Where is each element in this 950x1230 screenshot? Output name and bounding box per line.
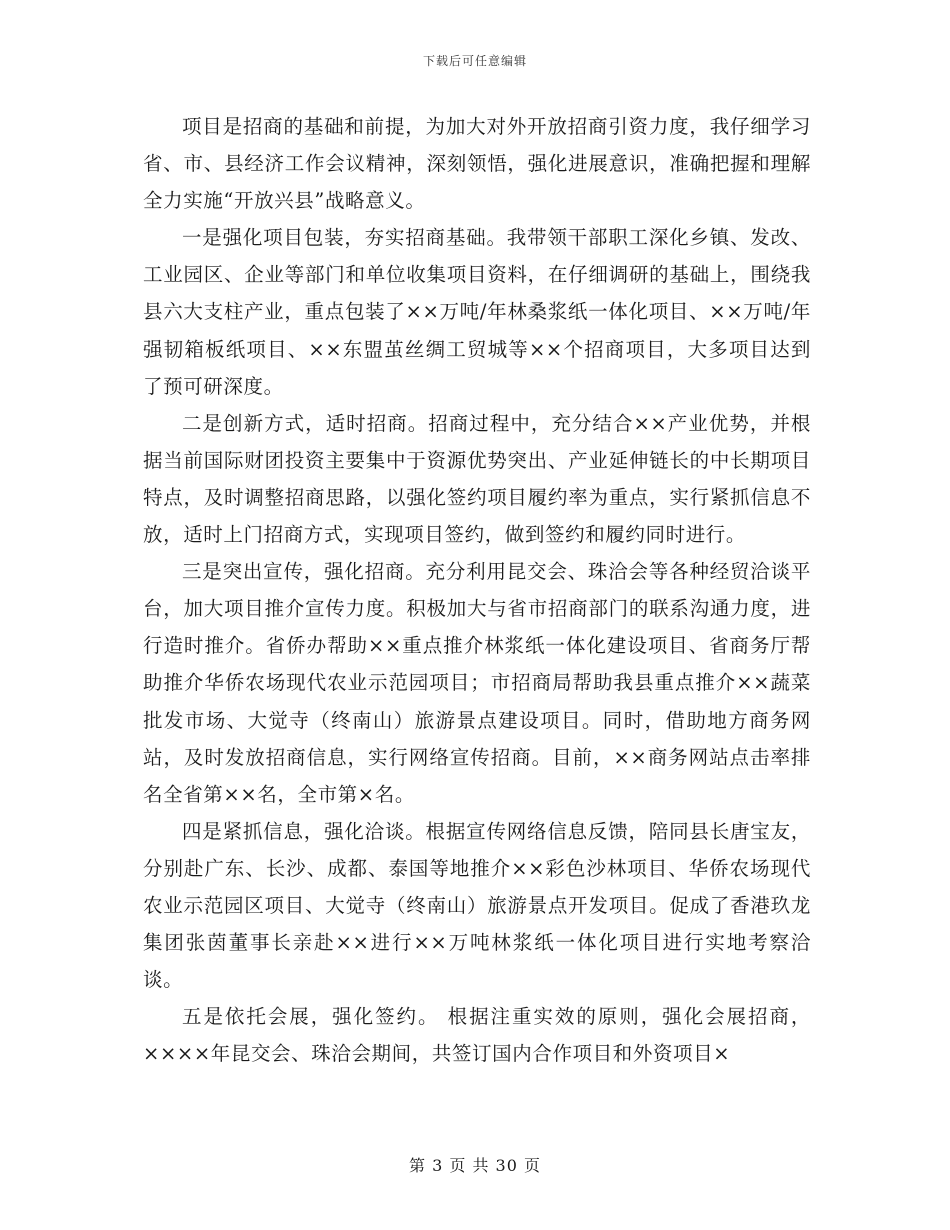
paragraph-point-5: 五是依托会展，强化签约。 根据注重实效的原则，强化会展招商，××××年昆交会、珠洽会期间，共签订国内合作项目和外资项目× [143,1005,811,1066]
page-footer-page-number: 第 3 页 共 30 页 [409,1156,541,1175]
document-body [143,108,811,1072]
paragraph-point-2: 二是创新方式，适时招商。招商过程中，充分结合××产业优势，并根据当前国际财团投资主要集中于资源优势突出、产业延伸链长的中长期项目特点，及时调整招商思路，以强化签约项目履约率为重点，实行紧抓信息不放，适时上门招商方式，实现项目签约，做到签约和履约同时进行。 [143,411,811,547]
paragraph-intro: 项目是招商的基础和前提，为加大对外开放招商引资力度，我仔细学习省、市、县经济工作会议精神，深刻领悟，强化进展意识，准确把握和理解全力实施“开放兴县”战略意义。 [143,115,811,213]
paragraph-point-3: 三是突出宣传，强化招商。充分利用昆交会、珠洽会等各种经贸洽谈平台，加大项目推介宣传力度。积极加大与省市招商部门的联系沟通力度，进行造时推介。省侨办帮助××重点推介林浆纸一体化建设项目、省商务厅帮助推介华侨农场现代农业示范园项目；市招商局帮助我县重点推介××蔬菜批发市场、大觉寺（终南山）旅游景点建设项目。同时，借助地方商务网站，及时发放招商信息，实行网络宣传招商。目前，××商务网站点击率排名全省第××名，全市第×名。 [143,560,811,806]
paragraph-point-4: 四是紧抓信息，强化洽谈。根据宣传网络信息反馈，陪同县长唐宝友，分别赴广东、长沙、成都、泰国等地推介××彩色沙林项目、华侨农场现代农业示范园区项目、大觉寺（终南山）旅游景点开发项目。促成了香港玖龙集团张茵董事长亲赴××进行××万吨林浆纸一体化项目进行实地考察洽谈。 [143,819,811,992]
paragraph-point-1: 一是强化项目包装，夯实招商基础。我带领干部职工深化乡镇、发改、工业园区、企业等部门和单位收集项目资料，在仔细调研的基础上，围绕我县六大支柱产业，重点包装了××万吨/年林桑浆纸一体化项目、××万吨/年强韧箱板纸项目、××东盟茧丝绸工贸城等××个招商项目，大多项目达到了预可研深度。 [143,226,811,398]
page-header: 下载后可任意编辑 [422,54,527,68]
